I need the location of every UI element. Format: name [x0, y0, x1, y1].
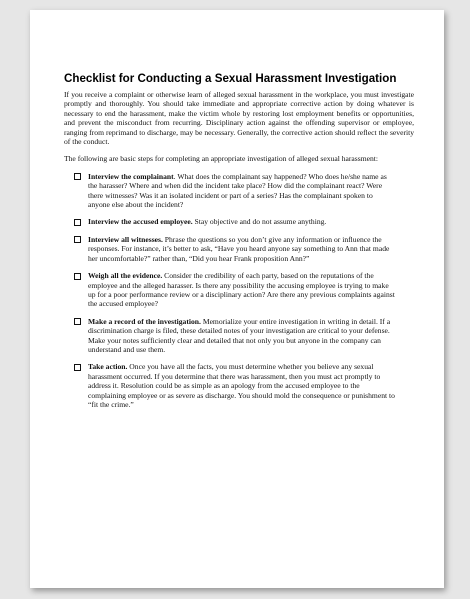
item-body: Stay objective and do not assume anything.: [194, 217, 327, 227]
item-body: Once you have all the facts, you must determine whether you believe any sexual harassment occurred. If you determine that there was harassment, then you must act promptly to address it. Resolution could be as simple as an apology from the accused employee to the complaining employee or as severe as discharge. You should mold the consequence or punishment to “fit the crime.”: [88, 362, 395, 409]
document-content: [64, 72, 414, 417]
item-heading: Interview the accused employee.: [88, 217, 193, 227]
checklist: [64, 172, 414, 410]
item-body: Phrase the questions so you don’t give any information or influence the responses. For instance, it’s better to ask, “Have you heard anyone say something to Ann that made her uncomfortable?” rather than, “Did you hear Frank proposition Ann?”: [88, 234, 390, 263]
checkbox-icon: [74, 364, 81, 371]
checkbox-icon: [74, 219, 81, 226]
checkbox-icon: [74, 236, 81, 243]
item-heading: Take action.: [88, 362, 128, 372]
item-body: Consider the credibility of each party, based on the reputations of the employee and the alleged harasser. Is there any possibility the accusing employee is trying to make up for a poor performance review or a disciplinary action? Are there any previous complaints against the accused employee?: [88, 271, 395, 309]
item-heading: Weigh all the evidence.: [88, 271, 163, 281]
item-heading: Make a record of the investigation.: [88, 316, 201, 326]
checkbox-icon: [74, 173, 81, 180]
checklist-item-weigh-evidence: [64, 271, 414, 309]
document-title: Checklist for Conducting a Sexual Harassment Investigation: [64, 72, 397, 85]
item-heading: Interview all witnesses.: [88, 234, 163, 244]
checklist-item-interview-complainant: [64, 172, 414, 210]
checklist-item-take-action: [64, 362, 414, 409]
item-body: Memorialize your entire investigation in writing in detail. If a discrimination charge is filed, these detailed notes of your investigation are critical to your defense. Make your notes sufficiently clear and detailed that not only you but anyone in the company can understand and use them.: [88, 316, 391, 354]
checklist-item-make-record: [64, 317, 414, 355]
document-page: [30, 10, 444, 588]
lead-paragraph: The following are basic steps for completing an appropriate investigation of alleged sexual harassment:: [64, 154, 378, 164]
checklist-item-interview-witnesses: [64, 235, 414, 263]
checkbox-icon: [74, 318, 81, 325]
item-body: What does the complainant say happened? Who does he/she name as the harasser? Where and when did the incident take place? How did the complainant react? Were there witnesses? Was it an isolated incident or part of a series? Has the complainant spoken to anyone else about the incident?: [88, 171, 387, 210]
item-separator: .: [173, 171, 178, 181]
intro-paragraph: If you receive a complaint or otherwise learn of alleged sexual harassment in the workplace, you must investigate promptly and thoroughly. You should take immediate and appropriate corrective action by doing whatever is necessary to end the harassment, make the victim whole by restoring lost employment benefits or opportunities, and prevent the misconduct from recurring. Disciplinary action against the offending supervisor or employee, ranging from reprimand to discharge, may be necessary. Generally, the corrective action should reflect the severity of the conduct.: [64, 90, 414, 147]
item-heading: Interview the complainant: [88, 171, 174, 181]
checkbox-icon: [74, 273, 81, 280]
checklist-item-interview-accused: [64, 217, 414, 226]
